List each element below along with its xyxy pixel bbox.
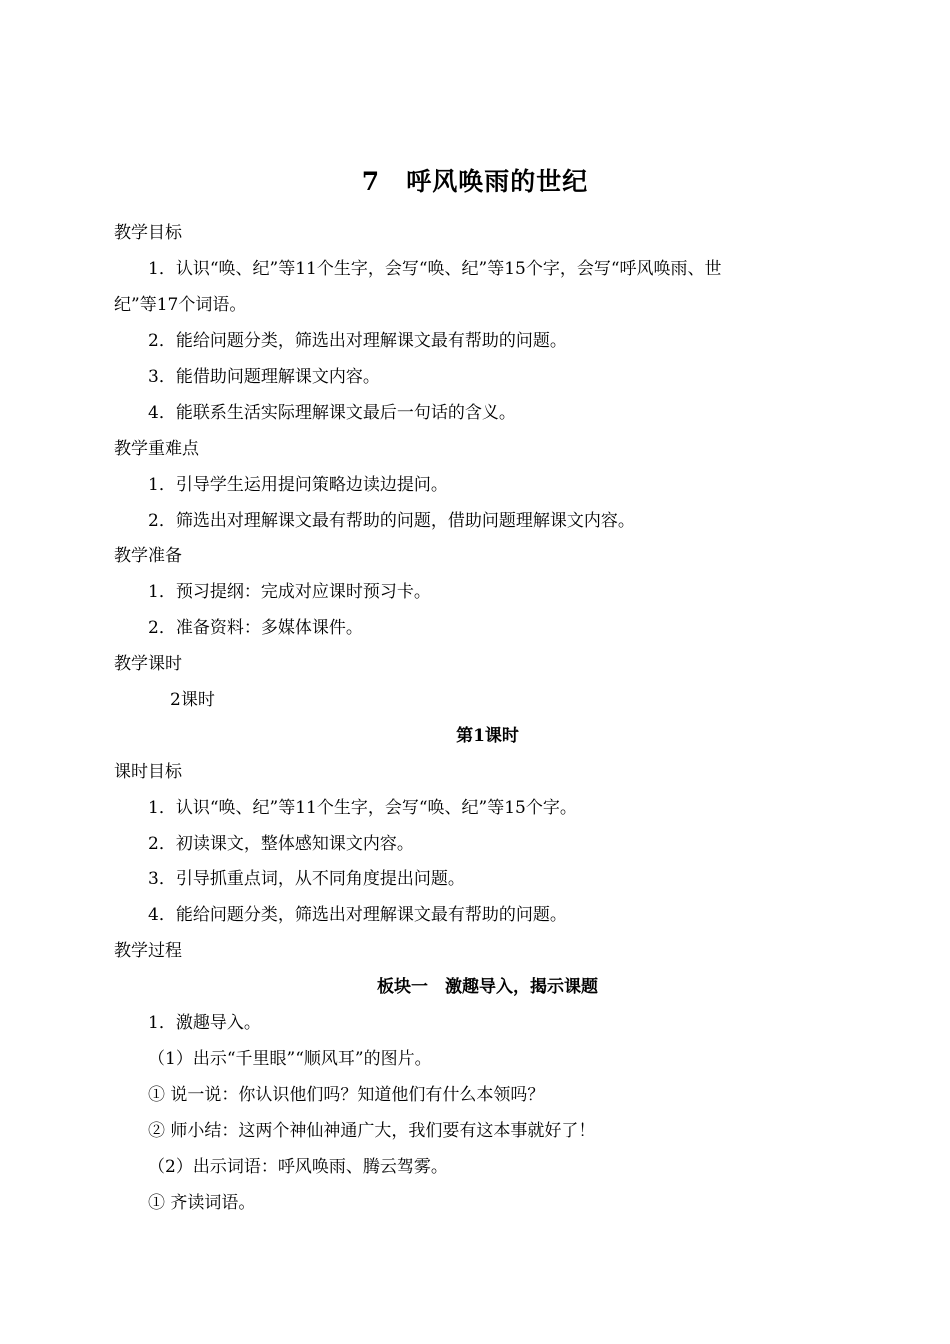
preparation-item: 2．准备资料：多媒体课件。 <box>148 618 363 638</box>
preparation-item: 1．预习提纲：完成对应课时预习卡。 <box>148 582 431 602</box>
lesson-objective-item: 4．能给问题分类，筛选出对理解课文最有帮助的问题。 <box>148 905 567 925</box>
process-item: ② 师小结：这两个神仙神通广大，我们要有这本事就好了！ <box>148 1121 596 1141</box>
lesson-heading: 第1课时 <box>456 726 519 746</box>
lesson-objective-item: 3．引导抓重点词，从不同角度提出问题。 <box>148 869 465 889</box>
objective-item: 1．认识“唤、纪”等11个生字，会写“唤、纪”等15个字，会写“呼风唤雨、世 <box>148 259 722 279</box>
objective-item-continued: 纪”等17个词语。 <box>114 295 247 315</box>
hours-value: 2课时 <box>170 690 215 710</box>
hours-heading: 教学课时 <box>114 654 182 674</box>
objective-item: 2．能给问题分类，筛选出对理解课文最有帮助的问题。 <box>148 331 567 351</box>
key-point-item: 2．筛选出对理解课文最有帮助的问题，借助问题理解课文内容。 <box>148 511 635 531</box>
key-points-heading: 教学重难点 <box>114 439 199 459</box>
page-title: 7 呼风唤雨的世纪 <box>361 167 589 196</box>
process-item: ① 齐读词语。 <box>148 1193 256 1213</box>
process-item: ① 说一说：你认识他们吗？知道他们有什么本领吗？ <box>148 1085 545 1105</box>
process-item: 1．激趣导入。 <box>148 1013 261 1033</box>
preparation-heading: 教学准备 <box>114 546 182 566</box>
lesson-objectives-heading: 课时目标 <box>114 762 182 782</box>
lesson-objective-item: 1．认识“唤、纪”等11个生字，会写“唤、纪”等15个字。 <box>148 798 577 818</box>
objective-item: 4．能联系生活实际理解课文最后一句话的含义。 <box>148 403 516 423</box>
lesson-objective-item: 2．初读课文，整体感知课文内容。 <box>148 834 414 854</box>
process-item: （1）出示“千里眼”“顺风耳”的图片。 <box>148 1049 432 1069</box>
key-point-item: 1．引导学生运用提问策略边读边提问。 <box>148 475 448 495</box>
objective-item: 3．能借助问题理解课文内容。 <box>148 367 380 387</box>
process-heading: 教学过程 <box>114 941 182 961</box>
process-item: （2）出示词语：呼风唤雨、腾云驾雾。 <box>148 1157 448 1177</box>
block-heading: 板块一 激趣导入，揭示课题 <box>377 977 598 997</box>
objectives-heading: 教学目标 <box>114 223 182 243</box>
